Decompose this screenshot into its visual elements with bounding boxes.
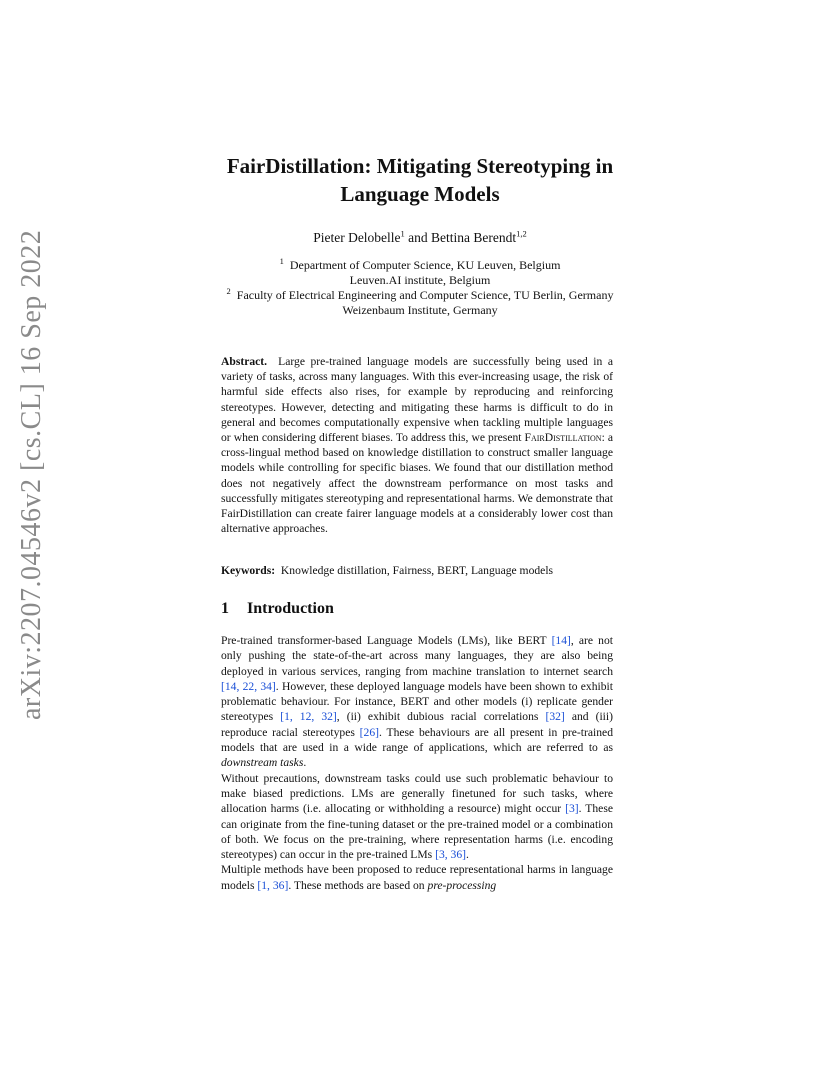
citation-link[interactable]: [3, 36] (435, 848, 466, 862)
affiliation-text: Department of Computer Science, KU Leuven, Belgium (289, 258, 561, 272)
text: , are not only pushing the state-of-the-art across many languages, they are also being deployed in various services, ranging from machine translation to internet search (221, 634, 613, 678)
emphasis: downstream tasks (221, 756, 304, 770)
keywords (221, 563, 613, 578)
text: Multiple methods have been proposed to reduce representational harms in language models (221, 863, 613, 892)
text: , (ii) exhibit dubious racial correlations (336, 710, 546, 724)
text: Without precautions, downstream tasks could use such problematic behaviour to make biased predictions. LMs are generally finetuned for such tasks, where allocation harms (i.e. allocating or withholding a resource) might occur (221, 771, 613, 816)
citation-link[interactable]: [14, 22, 34] (221, 679, 276, 693)
abstract-text: : a cross-lingual method based on knowledge distillation to construct smaller language models while controlling for specific biases. We found that our distillation method does not negatively affect the downstream performance on most tasks and successfully mitigates stereotyping and representational harms. We demonstrate that FairDistillation can create fairer language models at a considerably lower cost than alternative approaches. (221, 431, 613, 536)
paragraph (221, 633, 613, 771)
title-line-1: FairDistillation: Mitigating Stereotyping in (226, 154, 614, 178)
author-conjunction: and (408, 230, 428, 245)
paragraph (221, 771, 613, 863)
text: . However, these deployed language models have been shown to exhibit problematic behaviour. For instance, BERT and other models (i) replicate gender stereotypes (221, 679, 613, 724)
text: and (iii) reproduce racial stereotypes (221, 710, 613, 739)
keywords-text: Knowledge distillation, Fairness, BERT, Language models (280, 564, 554, 577)
section-title: Introduction (247, 600, 334, 617)
citation-link[interactable]: [32] (545, 710, 565, 724)
title-line-2: Language Models (340, 182, 500, 206)
affiliations (160, 258, 680, 318)
affiliation-line (160, 258, 680, 273)
text: . (466, 848, 469, 862)
affiliation-line (160, 273, 680, 288)
paragraph (221, 862, 613, 893)
citation-link[interactable]: [26] (359, 725, 379, 739)
paper-title (160, 152, 680, 208)
text: . (303, 756, 307, 770)
keywords-label: Keywords: (221, 564, 276, 577)
affiliation-text: Weizenbaum Institute, Germany (342, 303, 498, 317)
abstract-paragraph (221, 354, 613, 536)
text: . These behaviours are all present in pre-trained models that are used in a wide range of applications, which are referred to as (221, 725, 613, 755)
section-number: 1 (221, 600, 229, 617)
emphasis: pre-processing (427, 878, 497, 892)
method-name: FairDistillation (524, 431, 602, 445)
abstract (221, 354, 613, 536)
citation-link[interactable]: [3] (565, 802, 579, 816)
author-list (160, 230, 680, 246)
citation-link[interactable]: [1, 12, 32] (280, 710, 337, 724)
affiliation-mark: 1 (279, 256, 284, 266)
section-heading (221, 600, 334, 618)
abstract-label: Abstract. (221, 355, 268, 368)
author-affiliation-mark: 1 (400, 228, 405, 239)
text: Pre-trained transformer-based Language Models (LMs), like BERT (221, 634, 552, 647)
affiliation-text: Faculty of Electrical Engineering and Computer Science, TU Berlin, Germany (236, 288, 614, 302)
affiliation-line (160, 288, 680, 303)
affiliation-mark: 2 (226, 286, 231, 296)
affiliation-line (160, 303, 680, 318)
author-name: Pieter Delobelle (313, 230, 401, 245)
author-name: Bettina Berendt (431, 230, 517, 245)
author-affiliation-mark: 1,2 (516, 228, 527, 239)
citation-link[interactable]: [1, 36] (257, 878, 289, 892)
affiliation-text: Leuven.AI institute, Belgium (349, 273, 491, 287)
introduction-body (221, 633, 613, 893)
text: . These methods are based on (288, 878, 428, 892)
text: . These can originate from the fine-tuning dataset or the pre-trained model or a combination of both. We focus on the pre-training, where representation harms (i.e. encoding stereotypes) can occur in the pre-trained LMs (221, 802, 613, 862)
arxiv-identifier-stamp: arXiv:2207.04546v2 [cs.CL] 16 Sep 2022 (16, 229, 47, 720)
abstract-text: Large pre-trained language models are successfully being used in a variety of tasks, across many languages. With this ever-increasing usage, the risk of harmful side effects also rises, for example by reproducing and reinforcing stereotypes. However, detecting and mitigating these harms is difficult to do in general and becomes computationally expensive when tackling multiple languages or when considering different biases. To address this, we present (221, 355, 614, 445)
citation-link[interactable]: [14] (551, 634, 571, 647)
